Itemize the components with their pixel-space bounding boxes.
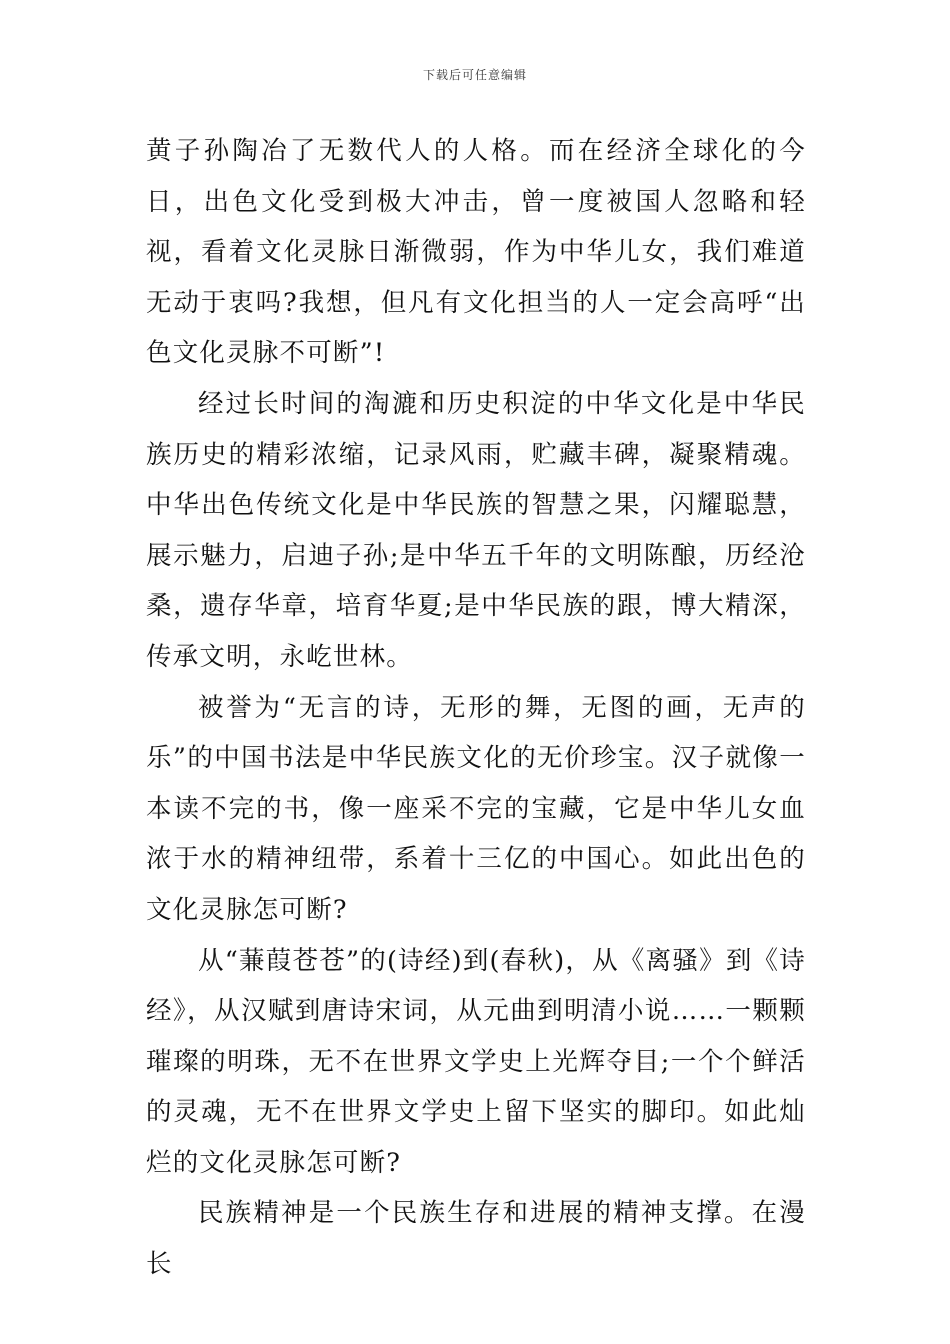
paragraph-1: 黄子孙陶冶了无数代人的人格。而在经济全球化的今日，出色文化受到极大冲击，曾一度被国人忽略和轻视，看着文化灵脉日渐微弱，作为中华儿女，我们难道无动于衷吗?我想，但凡有文化担当的人一定会高呼“出色文化灵脉不可断”! (146, 136, 806, 369)
paragraph-4: 从“蒹葭苍苍”的(诗经)到(春秋)，从《离骚》到《诗经》，从汉赋到唐诗宋词，从元曲到明清小说……一颗颗璀璨的明珠，无不在世界文学史上光辉夺目;一个个鲜活的灵魂，无不在世界文学史上留下坚实的脚印。如此灿烂的文化灵脉怎可断? (146, 945, 806, 1178)
paragraph-3: 被誉为“无言的诗，无形的舞，无图的画，无声的乐”的中国书法是中华民族文化的无价珍宝。汉子就像一本读不完的书，像一座采不完的宝藏，它是中华儿女血浓于水的精神纽带，系着十三亿的中国心。如此出色的文化灵脉怎可断? (146, 692, 806, 925)
paragraph-5: 民族精神是一个民族生存和进展的精神支撑。在漫长 (146, 1198, 806, 1280)
document-body (146, 126, 806, 1290)
paragraph-2: 经过长时间的淘漉和历史积淀的中华文化是中华民族历史的精彩浓缩，记录风雨，贮藏丰碑，凝聚精魂。中华出色传统文化是中华民族的智慧之果，闪耀聪慧，展示魅力，启迪子孙;是中华五千年的文明陈酿，历经沧桑，遗存华章，培育华夏;是中华民族的跟，博大精深，传承文明，永屹世林。 (146, 388, 806, 672)
header-note: 下载后可任意编辑 (422, 68, 527, 82)
